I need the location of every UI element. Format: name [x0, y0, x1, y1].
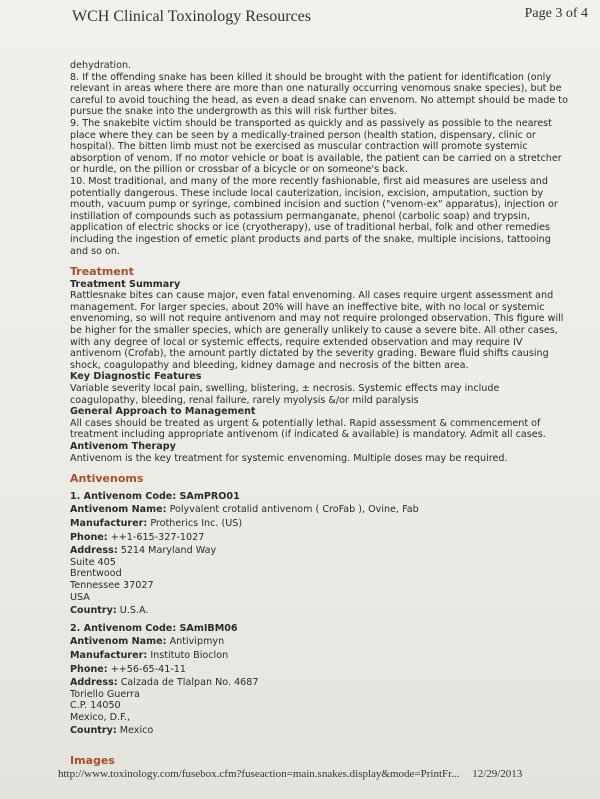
- manufacturer-label: Manufacturer:: [70, 517, 148, 529]
- antivenom-therapy-title: Antivenom Therapy: [70, 441, 176, 452]
- country-label: Country:: [70, 725, 117, 737]
- footer-url: http://www.toxinology.com/fusebox.cfm?fuseaction=main.snakes.display&mode=PrintFr...: [58, 768, 460, 780]
- address-line: Calzada de Tlalpan No. 4687: [120, 677, 259, 689]
- address-line: 5214 Maryland Way: [120, 545, 217, 557]
- images-heading: Images: [70, 754, 115, 768]
- first-aid-line: dehydration.: [70, 60, 132, 71]
- address-label: Address:: [70, 545, 118, 557]
- country: U.S.A.: [119, 605, 149, 617]
- page-content: [70, 60, 570, 768]
- phone-label: Phone:: [70, 531, 108, 543]
- first-aid-item-10: 10. Most traditional, and many of the more recently fashionable, first aid measures are useless and potentially dangerous. These include local cauterization, incision, excision, amputation, suction by mouth, vacuum pump or syringe, combined incision and suction ("venom-ex" apparatus), injection or instillation of compounds such as potassium permanganate, phenol (carbolic soap) and trypsin, application of electric shocks or ice (cryotherapy), use of traditional herbal, folk and other remedies including the ingestion of emetic plant products and parts of the snake, multiple incisions, tattooing and so on.: [70, 175, 558, 257]
- address-line: USA: [70, 591, 90, 603]
- header-title: WCH Clinical Toxinology Resources: [72, 8, 311, 25]
- address-label: Address:: [70, 677, 118, 689]
- first-aid-item-8: 8. If the offending snake has been killed it should be brought with the patient for identification (only relevant in areas where there are more than one naturally occurring venomous snake species), but be careful to avoid touching the head, as even a dead snake can envenom. No attempt should be made to pursue the snake into the undergrowth as this will risk further bites.: [70, 71, 568, 118]
- antivenom-therapy-text: Antivenom is the key treatment for systemic envenoming. Multiple doses may be required.: [70, 452, 508, 464]
- manufacturer: Instituto Bioclon: [150, 649, 229, 661]
- country-label: Country:: [70, 605, 117, 617]
- treatment-summary-text: Rattlesnake bites can cause major, even fatal envenoming. All cases require urgent assessment and management. For larger species, about 20% will have an ineffective bite, with no local or systemic envenoming, so will not require antivenom and may not require prolonged observation. This figure will be higher for the smaller species, which are generally unlikely to cause a severe bite. All other cases, with any degree of local or systemic effects, require extended observation and may require IV antivenom (Crofab), the amount partly dictated by the severity grading. Beware fluid shifts causing shock, coagulopathy and bleeding, kidney damage and necrosis of the bitten area.: [70, 290, 564, 371]
- manufacturer: Protherics Inc. (US): [150, 517, 243, 529]
- management-approach-title: General Approach to Management: [70, 406, 256, 418]
- diagnostic-features-text: Variable severity local pain, swelling, blistering, ± necrosis. Systemic effects may include coagulopathy, bleeding, renal failure, rarely myolysis &/or mild paralysis: [70, 383, 500, 406]
- antivenom-name: Polyvalent crotalid antivenom ( CroFab ), Ovine, Fab: [169, 504, 419, 516]
- address-line: Mexico, D.F.,: [70, 711, 131, 723]
- treatment-summary-title: Treatment Summary: [70, 278, 181, 290]
- antivenom-entry-2: [70, 623, 570, 737]
- treatment-heading: Treatment: [70, 265, 134, 279]
- first-aid-item-9: 9. The snakebite victim should be transported as quickly and as passively as possible to the nearest place where they can be seen by a medically-trained person (health station, dispensary, clinic or hospital). The bitten limb must not be exercised as muscular contraction will promote systemic absorption of venom. If no motor vehicle or boat is available, the patient can be carried on a stretcher or hurdle, on the pillion or crossbar of a bicycle or on someone's back.: [70, 117, 562, 176]
- antivenom-code: 1. Antivenom Code: SAmPRO01: [70, 490, 240, 502]
- antivenom-name-label: Antivenom Name:: [70, 504, 167, 516]
- antivenom-entry-1: [70, 491, 570, 617]
- antivenoms-heading: Antivenoms: [70, 472, 144, 486]
- phone: ++1-615-327-1027: [110, 531, 205, 543]
- page-footer: [58, 768, 522, 780]
- address-line: Suite 405: [70, 556, 116, 568]
- phone-label: Phone:: [70, 663, 108, 675]
- antivenom-name: Antivipmyn: [169, 636, 225, 648]
- address-line: Tennessee 37027: [70, 579, 154, 591]
- address-line: Brentwood: [70, 568, 122, 580]
- manufacturer-label: Manufacturer:: [70, 649, 148, 661]
- antivenom-code: 2. Antivenom Code: SAmIBM06: [70, 622, 238, 634]
- address-line: C.P. 14050: [70, 700, 121, 712]
- address-line: Toriello Guerra: [70, 688, 140, 700]
- diagnostic-features-title: Key Diagnostic Features: [70, 371, 202, 383]
- management-approach-text: All cases should be treated as urgent & potentially lethal. Rapid assessment & commencement of treatment including appropriate antivenom (if indicated & available) is mandatory. Admit all cases.: [70, 417, 546, 441]
- antivenom-name-label: Antivenom Name:: [70, 636, 167, 648]
- phone: ++56-65-41-11: [110, 663, 186, 675]
- country: Mexico: [119, 725, 154, 737]
- footer-date: 12/29/2013: [472, 768, 523, 780]
- page-number: Page 3 of 4: [524, 6, 588, 21]
